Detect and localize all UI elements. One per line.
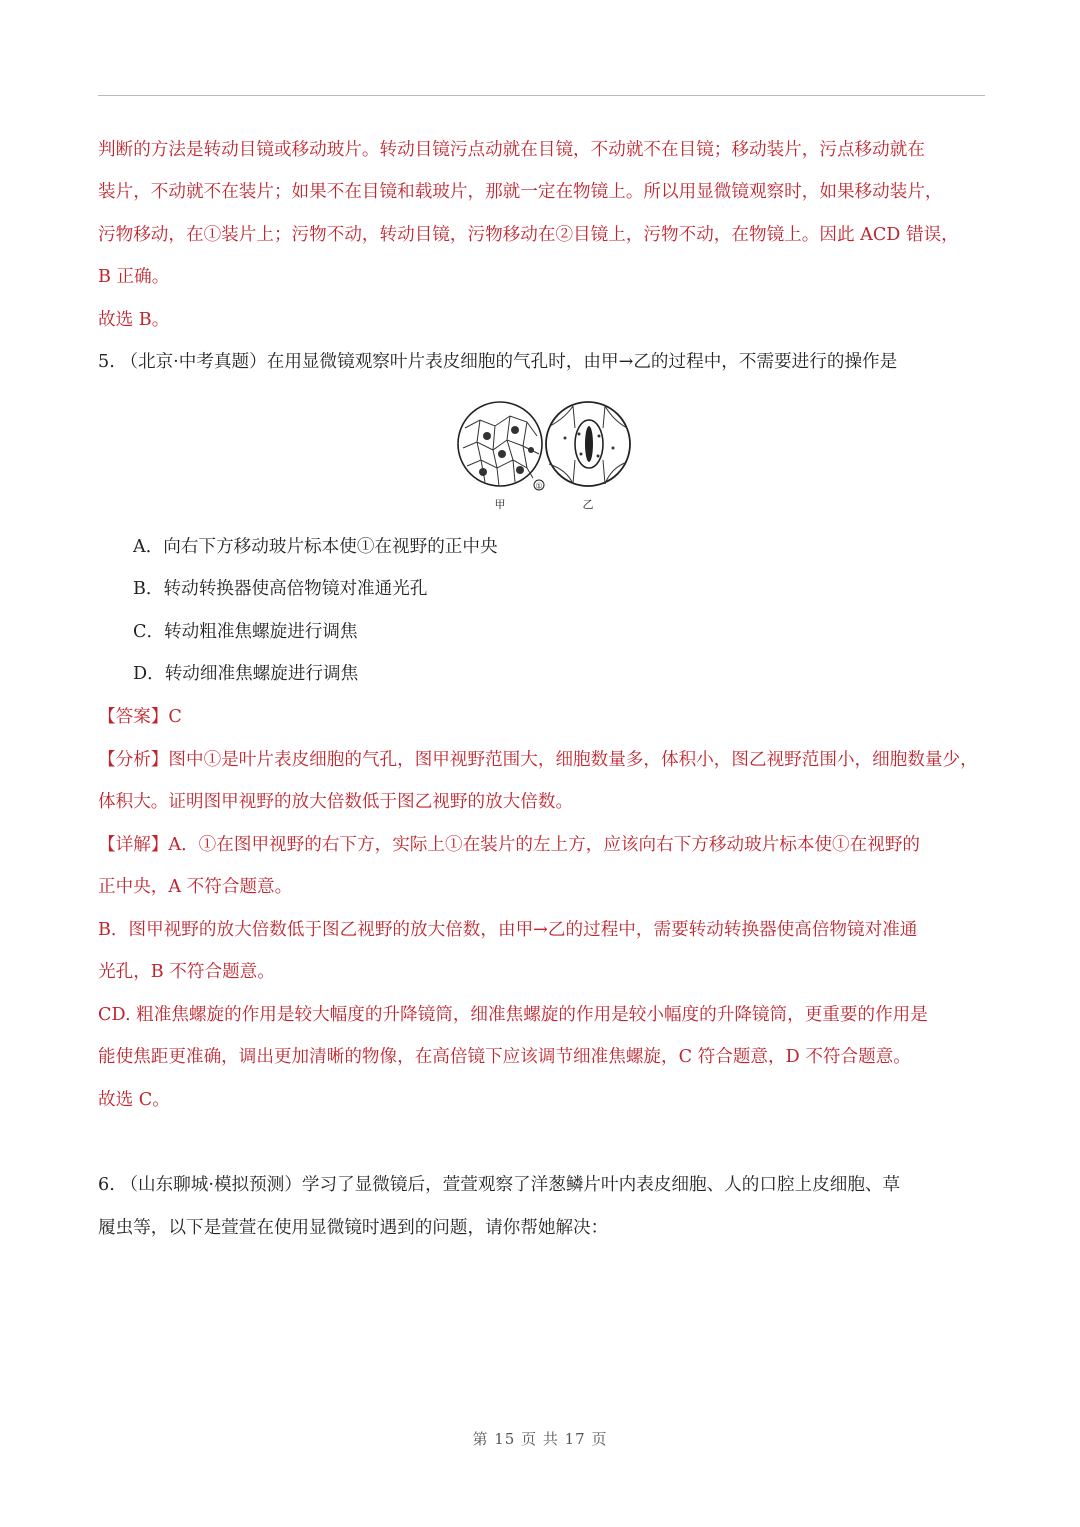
q5-conclusion: 故选 C。 — [98, 1090, 170, 1110]
label-jia: 甲 — [494, 498, 506, 511]
q6-stem-line-2: 履虫等，以下是萱萱在使用显微镜时遇到的问题，请你帮她解决： — [98, 1218, 609, 1238]
q5-analysis-line-2: 体积大。证明图甲视野的放大倍数低于图乙视野的放大倍数。 — [98, 792, 574, 812]
label-yi: 乙 — [582, 498, 594, 511]
prev-explanation-line-2: 装片，不动就不在装片；如果不在目镜和载玻片，那就一定在物镜上。所以用显微镜观察时，如果移动装片， — [98, 182, 943, 202]
q5-detail-a-line-1: 【详解】A．①在图甲视野的右下方，实际上①在装片的左上方，应该向右下方移动玻片标本使①在视野的 — [98, 835, 921, 855]
q5-stem: 5. （北京·中考真题）在用显微镜观察叶片表皮细胞的气孔时，由甲→乙的过程中，不需要进行的操作是 — [98, 352, 898, 372]
prev-explanation-line-4: B 正确。 — [98, 267, 170, 287]
q5-detail-cd-line-1: CD. 粗准焦螺旋的作用是较大幅度的升降镜筒，细准焦螺旋的作用是较小幅度的升降镜筒，更重要的作用是 — [98, 1005, 928, 1025]
prev-explanation-line-3: 污物移动，在①装片上；污物不动，转动目镜，污物移动在②目镜上，污物不动，在物镜上。因此 ACD 错误， — [98, 225, 959, 245]
q5-detail-b-line-1: B．图甲视野的放大倍数低于图乙视野的放大倍数，由甲→乙的过程中，需要转动转换器使高倍物镜对准通 — [98, 920, 918, 940]
prev-conclusion: 故选 B。 — [98, 310, 170, 330]
microscope-field-figure — [455, 398, 635, 513]
marker-label: ① — [535, 481, 543, 491]
header-rule — [98, 95, 985, 96]
q5-detail-cd-line-2: 能使焦距更准确，调出更加清晰的物像，在高倍镜下应该调节细准焦螺旋，C 符合题意，D 不符合题意。 — [98, 1047, 911, 1067]
q5-option-c: C．转动粗准焦螺旋进行调焦 — [133, 622, 358, 642]
field-jia-view — [458, 402, 542, 486]
field-yi-view — [546, 402, 630, 486]
q5-option-a: A．向右下方移动玻片标本使①在视野的正中央 — [133, 537, 498, 557]
page-footer: 第 15 页 共 17 页 — [472, 1430, 608, 1448]
q5-option-b: B．转动转换器使高倍物镜对准通光孔 — [133, 579, 428, 599]
q5-answer: 【答案】C — [98, 707, 182, 727]
q5-analysis-line-1: 【分析】图中①是叶片表皮细胞的气孔，图甲视野范围大，细胞数量多，体积小，图乙视野范围小，细胞数量少， — [98, 750, 978, 770]
prev-explanation-line-1: 判断的方法是转动目镜或移动玻片。转动目镜污点动就在目镜，不动就不在目镜；移动装片，污点移动就在 — [98, 140, 925, 160]
q5-option-d: D．转动细准焦螺旋进行调焦 — [133, 664, 359, 684]
q5-detail-a-line-2: 正中央，A 不符合题意。 — [98, 877, 293, 897]
q6-stem-line-1: 6. （山东聊城·模拟预测）学习了显微镜后，萱萱观察了洋葱鳞片叶内表皮细胞、人的口腔上皮细胞、草 — [98, 1175, 901, 1195]
q5-detail-b-line-2: 光孔，B 不符合题意。 — [98, 962, 275, 982]
